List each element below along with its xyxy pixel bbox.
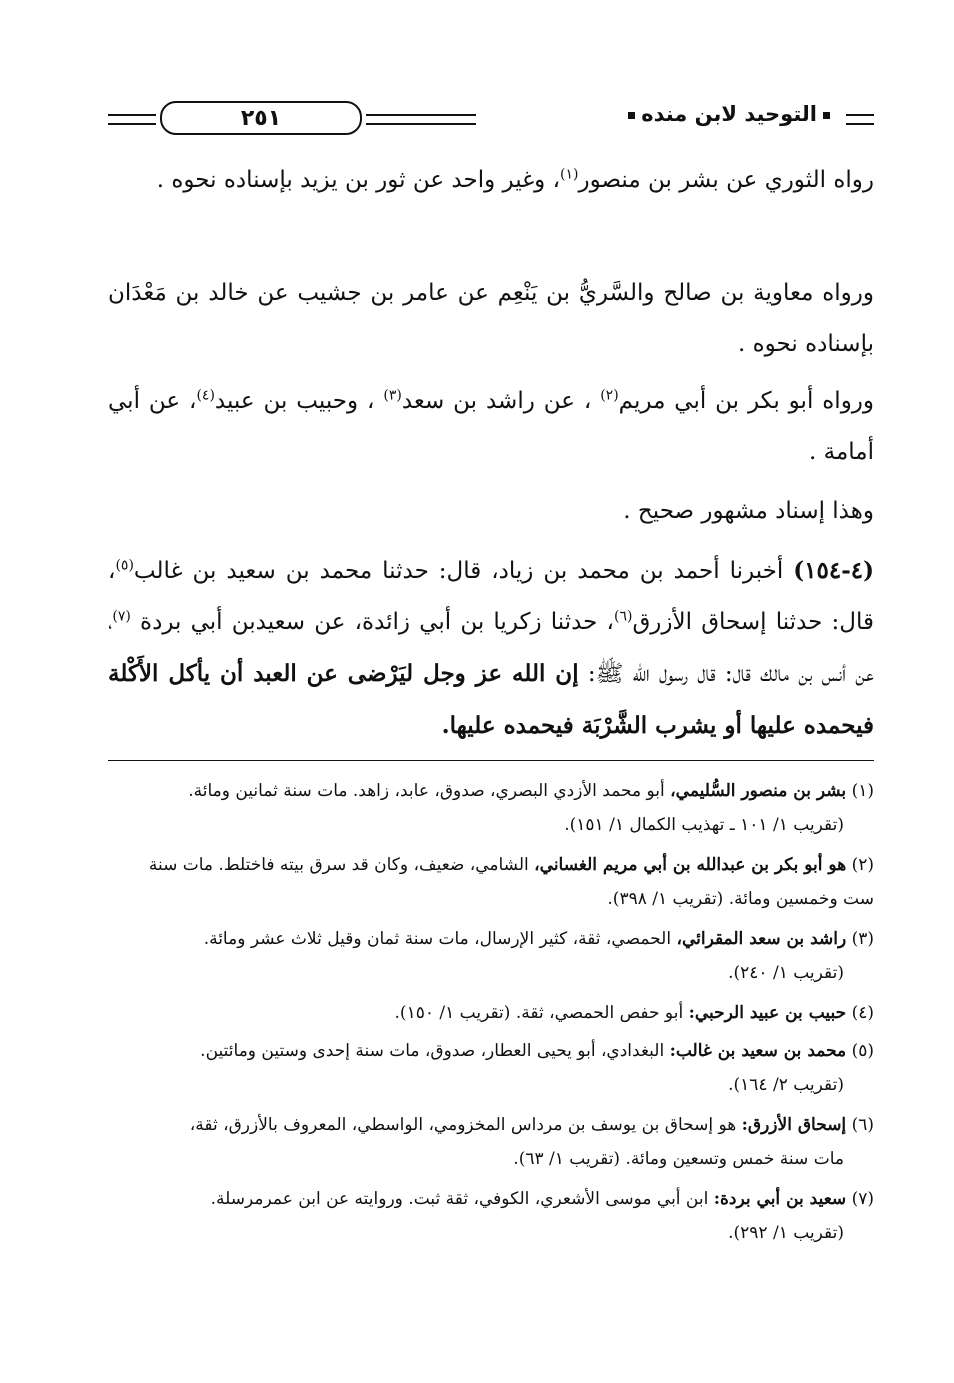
paragraph-1: رواه الثوري عن بشر بن منصور$^{(١)}$، وغير واحد عن ثور بن يزيد بإسناده نحوه . [156,166,874,193]
footnote-2: (٢) هو أبو بكر بن عبدالله بن أبي مريم الغساني، الشامي، ضعيف، وكان قد سرق بيته فاختلط. مات سنة ست وخمسين ومائة. (تقريب ١/ ٣٩٨). [148,855,874,909]
footnote-4: (٤) حبيب بن عبيد الرحبي: أبو حفص الحمصي، ثقة. (تقريب ١/ ١٥٠). [394,1003,874,1023]
footnote-1: (١) بشر بن منصور السُّليمي، أبو محمد الأزدي البصري، صدوق، عابد، زاهد. مات سنة ثمانين ومائة. (تقريب ١/ ١٠١ ـ تهذيب الكمال ١/ ١٥١). [188,781,874,835]
footnote-ref: (٤) [196,387,215,404]
hadith-number: (٤-١٥٤) [793,557,874,584]
footnote-6: (٦) إسحاق الأزرق: هو إسحاق بن يوسف بن مرداس المخزومي، الواسطي، المعروف بالأزرق، ثقة، مات سنة خمس وتسعين ومائة. (تقريب ١/ ٦٣). [189,1115,874,1169]
square-ornament-icon [823,112,830,119]
footnote-ref: (٢) [600,387,619,404]
hadith-text: إن الله عز وجل ليَرْضى عن العبد أن يأكل الأَكْلة فيحمده عليها أو يشرب الشَّرْبَة فيحمده عليها. [108,660,874,739]
square-ornament-icon [628,112,635,119]
paragraph-4: وهذا إسناد مشهور صحيح . [623,498,874,524]
header-rule-right [846,114,874,125]
footnote-ref: (٣) [383,387,402,404]
paragraph-2: ورواه معاوية بن صالح والسَّريُّ بن يَنْعِم عن عامر بن جشيب عن خالد بن مَعْدَان بإسناده نحوه . [108,280,874,357]
footnote-5: (٥) محمد بن سعيد بن غالب: البغدادي، أبو يحيى العطار، صدوق، مات سنة إحدى وستين ومائتين. (تقريب ٢/ ١٦٤). [200,1041,874,1095]
running-title: التوحيد لابن منده [622,102,836,126]
header-rule-middle [366,114,476,125]
footnote-ref: (٦) [613,608,633,625]
footnote-ref: (١) [560,166,579,183]
header-rule-left [108,114,156,125]
footnote-3: (٣) راشد بن سعد المقرائي، الحمصي، ثقة، كثير الإرسال، مات سنة ثمان وقيل ثلاث عشر ومائة. (تقريب ١/ ٢٤٠). [203,929,874,983]
footnote-7: (٧) سعيد بن أبي بردة: ابن أبي موسى الأشعري، الكوفي، ثقة ثبت. وروايته عن ابن عمرمرسلة. (تقريب ١/ ٢٩٢). [210,1189,874,1243]
hadith-paragraph: (٤-١٥٤) أخبرنا أحمد بن محمد بن زياد، قال: حدثنا محمد بن سعيد بن غالب$^{(٥)}$، قال: حدثنا إسحاق الأزرق$^{(٦)}$، حدثنا زكريا بن أبي زائدة، عن سعيدبن أبي بردة $^{(٧)}$، عن أنس بن مالك قال: قال رسول الله ﷺ: إن الله عز وجل ليَرْضى عن العبد أن يأكل الأَكْلة فيحمده عليها أو يشرب الشَّرْبَة فيحمده عليها. [108,557,874,739]
footnote-ref: (٧) [112,608,131,625]
footnote-separator [108,760,874,761]
footnote-ref: (٥) [115,557,134,574]
page-header [108,98,874,138]
page-number: ٢٥١ [160,101,362,135]
paragraph-3: ورواه أبو بكر بن أبي مريم$^{(٢)}$ ، عن راشد بن سعد$^{(٣)}$ ، وحبيب بن عبيد$^{(٤)}$، عن أبي أمامة . [108,387,875,465]
